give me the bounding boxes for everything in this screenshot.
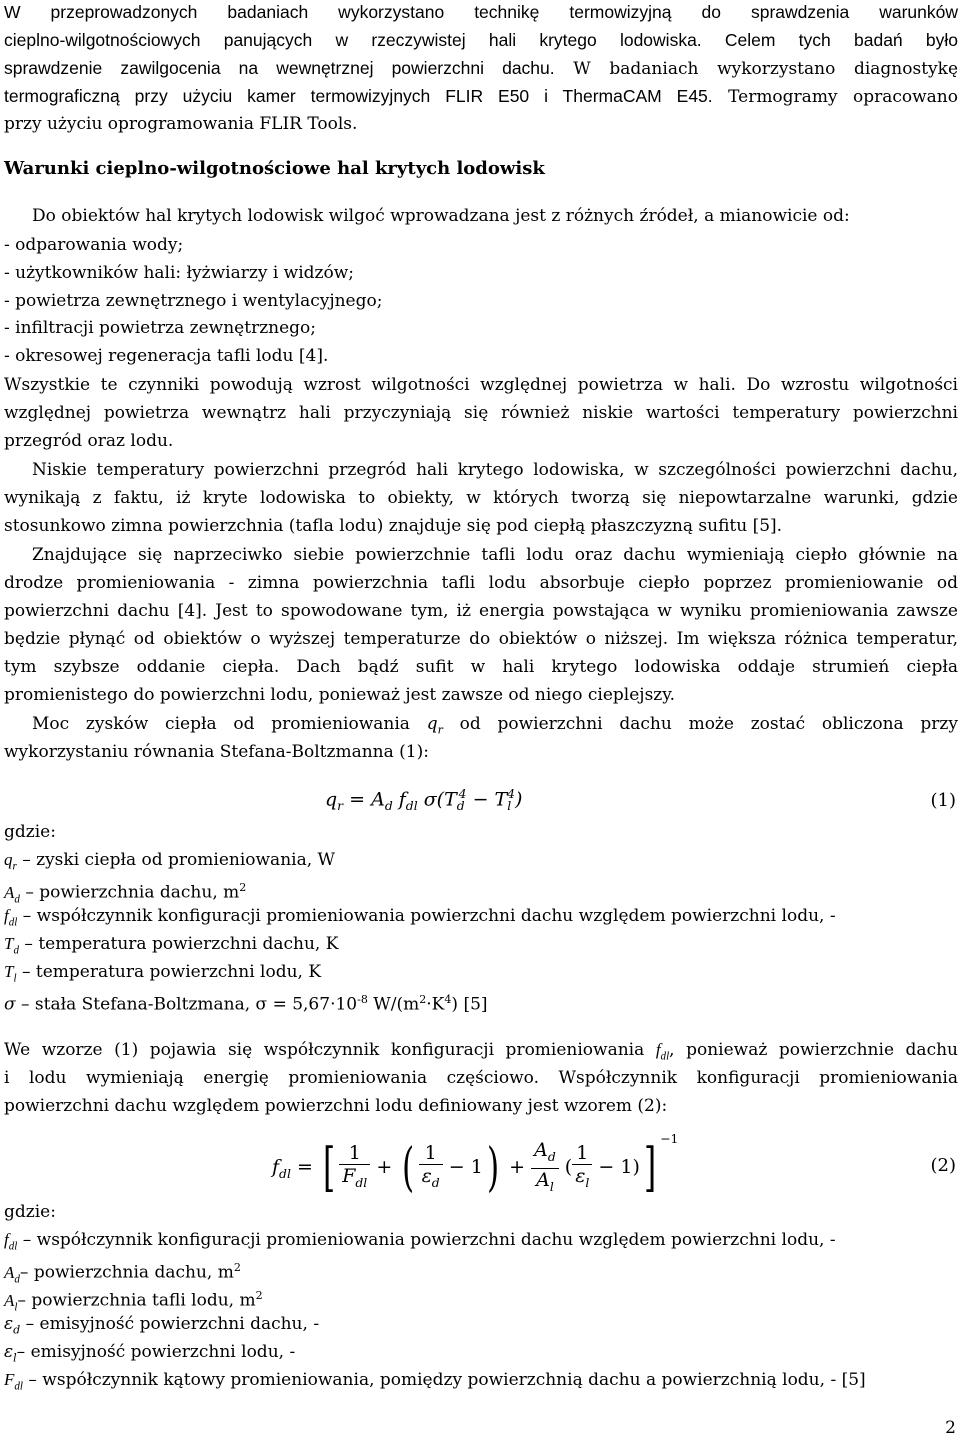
where2-ad-text: powierzchnia dachu, m <box>33 1262 234 1283</box>
p3-line-5: tym szybsze oddanie ciepła. Dach bądź sufit w hali krytego lodowiska oddaje strumień ciepła <box>4 657 958 677</box>
where2-al: $A_l-$ powierzchnia tafli lodu, $m^2$ <box>4 1289 263 1314</box>
p5-line-1 <box>4 1038 958 1068</box>
symbol-fdl: $f_{dl}$ <box>4 906 18 929</box>
symbol-tl: $T_l$ <box>4 962 17 985</box>
intro-line-3 <box>4 56 958 81</box>
source-item-1: - odparowania wody; <box>4 235 184 255</box>
sigma-exponent: -8 <box>357 993 368 1006</box>
p3-line-3: powierzchni dachu [4]. Jest to spowodowane tym, iż energia powstająca w wyniku promieniowania zawsze <box>4 601 958 621</box>
p1-line-2: względnej powietrza wewnątrz hali przyczyniają się również niskie wartości temperatury powierzchni <box>4 403 958 423</box>
intro-line-3a: sprawdzenie zawilgocenia na wewnętrznej powierzchni dachu. <box>4 58 555 78</box>
where1-td: $T_d$ – temperatura powierzchni dachu, K <box>4 934 339 957</box>
where1-label: gdzie: <box>4 822 56 842</box>
section-heading: Warunki cieplno-wilgotnościowe hal krytych lodowisk <box>4 158 545 179</box>
where1-sigma-text: stała Stefana-Boltzmana, σ = 5,67·10 <box>34 994 358 1015</box>
where2-ed-text: emisyjność powierzchni dachu, - <box>39 1314 320 1334</box>
where2-al-text: powierzchnia tafli lodu, m <box>31 1290 256 1311</box>
page-number: 2 <box>945 1418 956 1438</box>
left-bracket: [ <box>322 1138 336 1198</box>
where1-qr-text: zyski ciepła od promieniowania, W <box>36 850 335 870</box>
source-item-2: - użytkowników hali: łyżwiarzy i widzów; <box>4 263 355 283</box>
intro-line-4a: termograficzną przy użyciu kamer termowizyjnych FLIR E50 i ThermaCAM E45. <box>4 86 713 106</box>
where2-fdl: $f_{dl}$ – współczynnik konfiguracji promieniowania powierzchni dachu względem powierzchni lodu, - <box>4 1230 836 1253</box>
where2-ad: $A_d-$ powierzchnia dachu, $m^2$ <box>4 1261 241 1286</box>
where1-qr: $q_r$ – zyski ciepła od promieniowania, W <box>4 850 335 873</box>
qr-symbol: $q_r$ <box>426 714 443 737</box>
symbol-Fdl: $F_{dl}$ <box>4 1370 23 1393</box>
symbol-td: $T_d$ <box>4 934 19 957</box>
equation-1-number: (1) <box>930 790 956 811</box>
equation-2-number: (2) <box>930 1155 956 1176</box>
symbol-qr: $q_r$ <box>4 850 17 873</box>
p4-line-2: wykorzystaniu równania Stefana-Boltzmanna (1): <box>4 742 429 762</box>
p4-line-1b: od powierzchni dachu może zostać obliczona przy <box>459 714 958 734</box>
symbol-al: $A_l$ <box>4 1290 18 1314</box>
p5-line-2: i lodu wymieniają energię promieniowania częściowo. Współczynnik konfiguracji promieniowania <box>4 1068 958 1088</box>
sigma-unit: W/(m <box>367 994 420 1015</box>
where1-td-text: temperatura powierzchni dachu, K <box>38 934 339 954</box>
intro-line-4b: Termogramy opracowano <box>712 87 958 107</box>
where1-tl: $T_l$ – temperatura powierzchni lodu, K <box>4 962 322 985</box>
intro-line-3b: W badaniach wykorzystano diagnostykę <box>554 59 959 79</box>
symbol-fdl-2: $f_{dl}$ <box>4 1230 18 1253</box>
where2-fdl-text: współczynnik konfiguracji promieniowania powierzchni dachu względem powierzchni lodu, - <box>36 1230 836 1250</box>
p2-line-2: wynikają z faktu, iż kryte lodowiska to obiekty, w których tworzą się niepowtarzalne warunki, gdzie <box>4 488 958 508</box>
where2-el-text: emisyjność powierzchni lodu, - <box>30 1342 296 1362</box>
equation-2: $f_{dl}$ = [ $\frac{1}{F_{dl}}$ + ( $\frac{1}{\varepsilon_d}$ − 1) + $\frac{A_d}{A_l}$ ( $\frac{1}{\varepsilon_l}$ − 1)] $^{-1}$ <box>272 1132 679 1198</box>
where1-fdl-text: współczynnik konfiguracji promieniowania powierzchni dachu względem powierzchni lodu, - <box>36 906 836 926</box>
p3-line-4: będzie płynąć od obiektów o wyższej temperaturze do obiektów o niższej. Im większa różnica temperatur, <box>4 629 958 649</box>
p5-line-1b: , ponieważ powierzchnie dachu <box>669 1040 958 1060</box>
right-paren: ) <box>486 1138 500 1198</box>
sigma-unit-2: ·K <box>426 994 445 1015</box>
p1-line-1: Wszystkie te czynniki powodują wzrost wilgotności względnej powietrza w hali. Do wzrostu wilgotności <box>4 375 958 395</box>
symbol-sigma: σ <box>4 994 16 1015</box>
where2-label: gdzie: <box>4 1202 56 1222</box>
equation-1: $q_r = A_d$ $f_{dl}$ $\sigma(T_d^4 - T_l^4)$ <box>325 787 523 814</box>
intro-line-5: przy użyciu oprogramowania FLIR Tools. <box>4 114 358 134</box>
p5-line-1a: We wzorze (1) pojawia się współczynnik konfiguracji promieniowania <box>4 1040 645 1060</box>
p1-line-3: przegród oraz lodu. <box>4 431 174 451</box>
symbol-ad: $A_d$ <box>4 882 20 906</box>
right-bracket: ] <box>643 1138 657 1198</box>
source-item-4: - infiltracji powietrza zewnętrznego; <box>4 318 317 338</box>
where2-ed: $\varepsilon_d$ – emisyjność powierzchni dachu, - <box>4 1314 320 1337</box>
where1-tl-text: temperatura powierzchni lodu, K <box>35 962 322 982</box>
p4-line-1 <box>32 712 958 742</box>
where2-Fdl-text: współczynnik kątowy promieniowania, pomiędzy powierzchnią dachu a powierzchnią lodu, - [5] <box>42 1370 866 1390</box>
p3-line-1: Znajdujące się naprzeciwko siebie powierzchnie tafli lodu oraz dachu wymieniają ciepło głównie na <box>32 545 958 565</box>
where1-ad-text: powierzchnia dachu, m <box>39 882 240 903</box>
symbol-el: $\varepsilon_l$ <box>4 1342 17 1365</box>
sources-lead: Do obiektów hal krytych lodowisk wilgoć wprowadzana jest z różnych źródeł, a mianowicie od: <box>32 206 850 226</box>
where1-fdl: $f_{dl}$ – współczynnik konfiguracji promieniowania powierzchni dachu względem powierzchni lodu, - <box>4 906 836 929</box>
left-paren: ( <box>402 1138 415 1198</box>
source-item-3: - powietrza zewnętrznego i wentylacyjnego; <box>4 291 383 311</box>
frac-1-ed: $\frac{1}{\varepsilon_d}$ <box>419 1142 443 1194</box>
where2-el: $\varepsilon_l-$ emisyjność powierzchni lodu, - <box>4 1342 296 1365</box>
symbol-ed: $\varepsilon_d$ <box>4 1314 21 1337</box>
frac-1-Fdl: $\frac{1}{F_{dl}}$ <box>339 1142 370 1194</box>
p4-line-1a: Moc zysków ciepła od promieniowania <box>32 714 410 734</box>
sigma-end: ) [5] <box>451 994 488 1015</box>
intro-line-2: cieplno-wilgotnościowych panujących w rzeczywistej hali krytego lodowiska. Celem tych badań było <box>4 30 958 50</box>
frac-ad-al: $\frac{A_d}{A_l}$ <box>531 1139 559 1198</box>
p3-line-2: drodze promieniowania - zimna powierzchnia tafli lodu absorbuje ciepło poprzez promieniowanie od <box>4 573 958 593</box>
symbol-ad-2: $A_d$ <box>4 1262 20 1286</box>
fdl-inline: $f_{dl}$ <box>655 1040 670 1063</box>
source-item-5: - okresowej regeneracja tafli lodu [4]. <box>4 346 329 366</box>
p3-line-6: promienistego do powierzchni lodu, ponieważ jest zawsze od niego cieplejszy. <box>4 685 676 705</box>
where1-sigma: σ – stała Stefana-Boltzmana, $\sigma = 5,67\cdot 10^{-8}$ $W/(m^2\cdot K^4)$ [5] <box>4 993 488 1015</box>
frac-1-el: $\frac{1}{\varepsilon_l}$ <box>572 1142 592 1194</box>
intro-line-1: W przeprowadzonych badaniach wykorzystano technikę termowizyjną do sprawdzenia warunków <box>4 2 958 22</box>
intro-line-4 <box>4 84 958 109</box>
p2-line-3: stosunkowo zimna powierzchnia (tafla lodu) znajduje się pod ciepłą płaszczyzną sufitu [5]. <box>4 516 783 536</box>
p5-line-3: powierzchni dachu względem powierzchni lodu definiowany jest wzorem (2): <box>4 1096 668 1116</box>
p2-line-1: Niskie temperatury powierzchni przegród hali krytego lodowiska, w szczególności powierzchni dachu, <box>32 460 958 480</box>
where1-ad: $A_d$ – powierzchnia dachu, $m^2$ <box>4 881 247 906</box>
where2-Fdl: $F_{dl}$ – współczynnik kątowy promieniowania, pomiędzy powierzchnią dachu a powierzchnią lodu, - [5] <box>4 1370 866 1393</box>
